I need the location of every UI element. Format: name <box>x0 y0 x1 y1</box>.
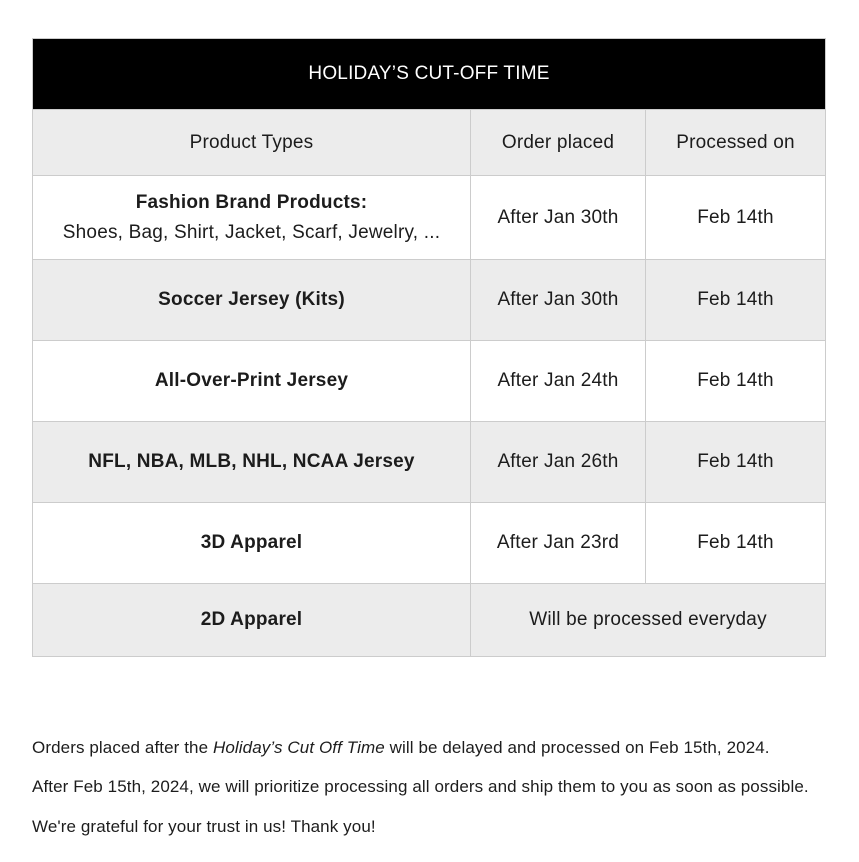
processed-on-cell: Feb 14th <box>646 260 826 341</box>
product-cell <box>33 584 471 657</box>
note-line-1-suffix: will be delayed and processed on Feb 15th, 2024. <box>384 738 770 757</box>
product-name: NFL, NBA, MLB, NHL, NCAA Jersey <box>88 451 415 472</box>
order-placed-cell: After Jan 30th <box>471 260 646 341</box>
holiday-cutoff-table <box>32 38 826 657</box>
processed-on-cell: Feb 14th <box>646 503 826 584</box>
product-examples: Shoes, Bag, Shirt, Jacket, Scarf, Jewelry, ... <box>62 221 441 243</box>
column-header-order-placed: Order placed <box>471 110 646 176</box>
footer-notes <box>32 738 854 856</box>
table-title: HOLIDAY’S CUT-OFF TIME <box>33 39 826 110</box>
table-row-3d-apparel <box>33 503 826 584</box>
processed-on-cell: Feb 14th <box>646 341 826 422</box>
product-cell <box>33 260 471 341</box>
order-placed-cell: After Jan 26th <box>471 422 646 503</box>
product-name: 2D Apparel <box>200 609 303 630</box>
note-line-1 <box>32 738 854 758</box>
order-placed-cell: After Jan 23rd <box>471 503 646 584</box>
order-placed-cell: After Jan 30th <box>471 176 646 260</box>
product-cell <box>33 341 471 422</box>
column-header-processed-on: Processed on <box>646 110 826 176</box>
note-line-3: We're grateful for your trust in us! Thank you! <box>32 816 376 836</box>
product-name: Soccer Jersey (Kits) <box>158 289 345 310</box>
table-header-row <box>33 110 826 176</box>
product-name: Fashion Brand Products: <box>135 191 368 213</box>
table-row-2d-apparel <box>33 584 826 657</box>
table-row-fashion-brand <box>33 176 826 260</box>
product-cell <box>33 176 471 260</box>
column-header-product-types: Product Types <box>33 110 471 176</box>
note-line-2: After Feb 15th, 2024, we will prioritize processing all orders and ship them to you as soon as possible. <box>32 777 809 797</box>
processed-on-cell: Feb 14th <box>646 176 826 260</box>
cutoff-table-container <box>32 38 825 657</box>
table-title-row <box>33 39 826 110</box>
product-cell <box>33 503 471 584</box>
table-row-league-jersey <box>33 422 826 503</box>
table-row-soccer-jersey <box>33 260 826 341</box>
processed-on-cell: Feb 14th <box>646 422 826 503</box>
note-line-1-prefix: Orders placed after the <box>32 738 213 757</box>
note-line-1-italic-phrase: Holiday’s Cut Off Time <box>213 738 385 757</box>
product-cell <box>33 422 471 503</box>
table-row-all-over-print-jersey <box>33 341 826 422</box>
merged-note-cell: Will be processed everyday <box>471 584 826 657</box>
order-placed-cell: After Jan 24th <box>471 341 646 422</box>
product-name: 3D Apparel <box>200 532 303 553</box>
product-name: All-Over-Print Jersey <box>154 370 349 391</box>
